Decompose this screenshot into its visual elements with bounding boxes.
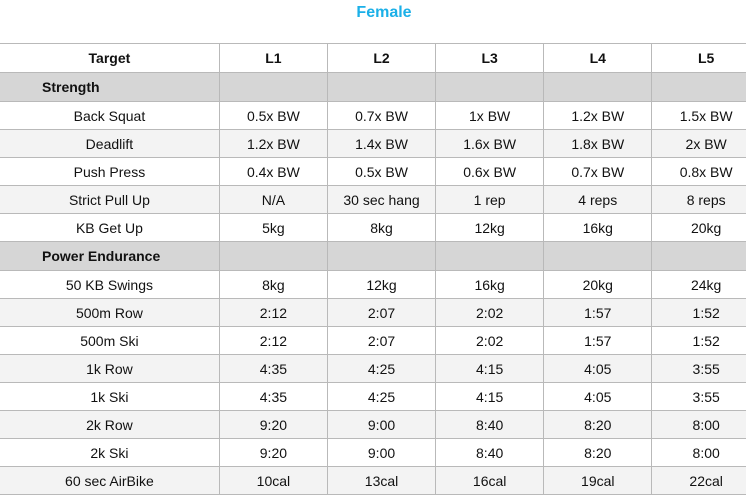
section-empty-cell <box>544 242 652 271</box>
cell-l3: 4:15 <box>436 355 544 383</box>
row-label: Push Press <box>0 158 219 186</box>
cell-l2: 8kg <box>327 214 435 242</box>
cell-l3: 1 rep <box>436 186 544 214</box>
cell-l2: 1.4x BW <box>327 130 435 158</box>
cell-l1: 2:12 <box>219 299 327 327</box>
table-row <box>0 186 746 214</box>
row-label: 2k Row <box>0 411 219 439</box>
row-label: KB Get Up <box>0 214 219 242</box>
cell-l4: 1.8x BW <box>544 130 652 158</box>
column-header-target: Target <box>0 44 219 73</box>
cell-l2: 9:00 <box>327 439 435 467</box>
row-label: 500m Ski <box>0 327 219 355</box>
table-row <box>0 327 746 355</box>
cell-l5: 0.8x BW <box>652 158 746 186</box>
column-header-l3: L3 <box>436 44 544 73</box>
cell-l2: 0.5x BW <box>327 158 435 186</box>
cell-l3: 2:02 <box>436 299 544 327</box>
cell-l1: 9:20 <box>219 411 327 439</box>
row-label: Deadlift <box>0 130 219 158</box>
cell-l2: 9:00 <box>327 411 435 439</box>
table-row <box>0 214 746 242</box>
cell-l3: 12kg <box>436 214 544 242</box>
section-empty-cell <box>652 73 746 102</box>
cell-l4: 1.2x BW <box>544 102 652 130</box>
cell-l5: 3:55 <box>652 383 746 411</box>
cell-l1: 9:20 <box>219 439 327 467</box>
table-row <box>0 130 746 158</box>
cell-l1: 0.4x BW <box>219 158 327 186</box>
section-title: Power Endurance <box>0 242 219 271</box>
cell-l3: 1.6x BW <box>436 130 544 158</box>
section-empty-cell <box>219 242 327 271</box>
cell-l3: 0.6x BW <box>436 158 544 186</box>
section-empty-cell <box>436 73 544 102</box>
cell-l4: 0.7x BW <box>544 158 652 186</box>
cell-l5: 24kg <box>652 271 746 299</box>
section-header-row <box>0 73 746 102</box>
row-label: 50 KB Swings <box>0 271 219 299</box>
cell-l3: 2:02 <box>436 327 544 355</box>
cell-l1: N/A <box>219 186 327 214</box>
cell-l4: 1:57 <box>544 299 652 327</box>
cell-l4: 19cal <box>544 467 652 495</box>
cell-l1: 1.2x BW <box>219 130 327 158</box>
table-row <box>0 355 746 383</box>
cell-l1: 4:35 <box>219 383 327 411</box>
cell-l5: 1:52 <box>652 299 746 327</box>
cell-l1: 2:12 <box>219 327 327 355</box>
section-empty-cell <box>436 242 544 271</box>
table-body <box>0 44 746 495</box>
cell-l3: 1x BW <box>436 102 544 130</box>
row-label: 1k Ski <box>0 383 219 411</box>
cell-l4: 4:05 <box>544 355 652 383</box>
row-label: 60 sec AirBike <box>0 467 219 495</box>
table-row <box>0 383 746 411</box>
cell-l1: 8kg <box>219 271 327 299</box>
cell-l3: 8:40 <box>436 411 544 439</box>
cell-l2: 2:07 <box>327 327 435 355</box>
table-row <box>0 411 746 439</box>
cell-l5: 3:55 <box>652 355 746 383</box>
table-title: Female <box>356 4 412 21</box>
cell-l4: 20kg <box>544 271 652 299</box>
row-label: Strict Pull Up <box>0 186 219 214</box>
cell-l5: 8:00 <box>652 439 746 467</box>
column-header-l2: L2 <box>327 44 435 73</box>
table-row <box>0 158 746 186</box>
cell-l1: 4:35 <box>219 355 327 383</box>
cell-l5: 2x BW <box>652 130 746 158</box>
cell-l1: 10cal <box>219 467 327 495</box>
cell-l3: 16cal <box>436 467 544 495</box>
table-row <box>0 271 746 299</box>
table-row <box>0 467 746 495</box>
section-empty-cell <box>219 73 327 102</box>
cell-l5: 1:52 <box>652 327 746 355</box>
cell-l1: 0.5x BW <box>219 102 327 130</box>
cell-l4: 1:57 <box>544 327 652 355</box>
cell-l5: 20kg <box>652 214 746 242</box>
cell-l2: 4:25 <box>327 383 435 411</box>
column-header-l1: L1 <box>219 44 327 73</box>
table-row <box>0 299 746 327</box>
cell-l4: 8:20 <box>544 411 652 439</box>
standards-table <box>0 43 746 495</box>
cell-l3: 8:40 <box>436 439 544 467</box>
cell-l2: 0.7x BW <box>327 102 435 130</box>
cell-l2: 4:25 <box>327 355 435 383</box>
cell-l5: 22cal <box>652 467 746 495</box>
cell-l4: 8:20 <box>544 439 652 467</box>
row-label: Back Squat <box>0 102 219 130</box>
cell-l1: 5kg <box>219 214 327 242</box>
cell-l4: 4:05 <box>544 383 652 411</box>
cell-l2: 2:07 <box>327 299 435 327</box>
row-label: 1k Row <box>0 355 219 383</box>
row-label: 2k Ski <box>0 439 219 467</box>
section-header-row <box>0 242 746 271</box>
cell-l2: 13cal <box>327 467 435 495</box>
cell-l3: 16kg <box>436 271 544 299</box>
cell-l5: 8:00 <box>652 411 746 439</box>
column-header-l4: L4 <box>544 44 652 73</box>
table-row <box>0 439 746 467</box>
section-empty-cell <box>327 242 435 271</box>
cell-l5: 8 reps <box>652 186 746 214</box>
section-empty-cell <box>652 242 746 271</box>
cell-l3: 4:15 <box>436 383 544 411</box>
cell-l5: 1.5x BW <box>652 102 746 130</box>
header-row <box>0 44 746 73</box>
cell-l4: 4 reps <box>544 186 652 214</box>
cell-l4: 16kg <box>544 214 652 242</box>
section-title: Strength <box>0 73 219 102</box>
cell-l2: 12kg <box>327 271 435 299</box>
column-header-l5: L5 <box>652 44 746 73</box>
table-row <box>0 102 746 130</box>
row-label: 500m Row <box>0 299 219 327</box>
section-empty-cell <box>327 73 435 102</box>
section-empty-cell <box>544 73 652 102</box>
cell-l2: 30 sec hang <box>327 186 435 214</box>
